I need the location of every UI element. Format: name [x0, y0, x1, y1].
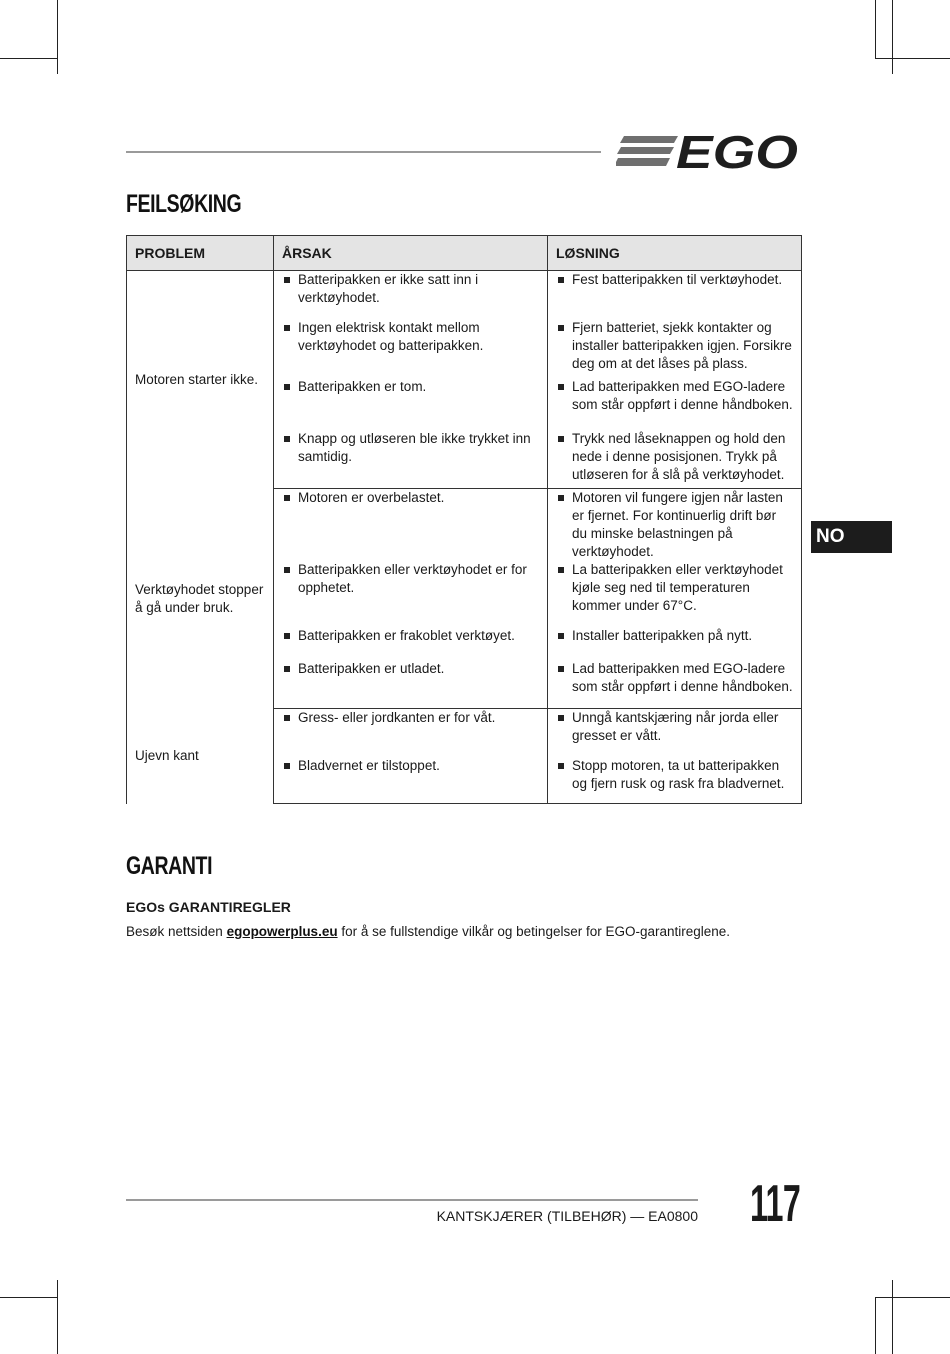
column-header-solution: LØSNING — [548, 236, 802, 271]
solution-item: La batteripakken eller verktøyhodet kjøle seg ned til temperaturen kommer under 67°C. — [548, 561, 801, 615]
crop-mark — [0, 58, 58, 59]
cause-item: Bladvernet er tilstoppet. — [274, 757, 547, 775]
page-number: 117 — [750, 1175, 801, 1233]
crop-mark — [57, 0, 58, 74]
header-rule — [126, 151, 601, 153]
crop-mark — [875, 0, 876, 58]
cause-item: Batteripakken er tom. — [274, 378, 547, 396]
crop-mark — [875, 58, 950, 59]
crop-mark — [892, 0, 893, 74]
troubleshooting-table — [126, 235, 802, 804]
cause-item: Batteripakken eller verktøyhodet er for opphetet. — [274, 561, 547, 597]
solution-item: Motoren vil fungere igjen når lasten er fjernet. For kontinuerlig drift bør du minske belastningen på verktøyhodet. — [548, 489, 801, 561]
warranty-link[interactable]: egopowerplus.eu — [226, 924, 338, 939]
solution-item: Stopp motoren, ta ut batteripakken og fjern rusk og rask fra bladvernet. — [548, 757, 801, 793]
table-row — [127, 489, 802, 562]
warranty-text — [126, 924, 730, 939]
cause-item: Knapp og utløseren ble ikke trykket inn samtidig. — [274, 430, 547, 466]
warranty-text-before: Besøk nettsiden — [126, 924, 227, 939]
solution-item: Trykk ned låseknappen og hold den nede i denne posisjonen. Trykk på utløseren for å slå på verktøyhodet. — [548, 430, 801, 484]
solution-item: Lad batteripakken med EGO-ladere som står oppført i denne håndboken. — [548, 660, 801, 696]
solution-item: Fjern batteriet, sjekk kontakter og installer batteripakken igjen. Forsikre deg om at det låses på plass. — [548, 319, 801, 373]
column-header-cause: ÅRSAK — [274, 236, 548, 271]
footer-rule — [126, 1199, 698, 1201]
table-row — [127, 271, 802, 320]
solution-item: Lad batteripakken med EGO-ladere som står oppført i denne håndboken. — [548, 378, 801, 414]
ego-logo — [616, 128, 802, 174]
problem-cell: Ujevn kant — [127, 709, 274, 804]
problem-cell: Verktøyhodet stopper å gå under bruk. — [127, 489, 274, 709]
warranty-text-after: for å se fullstendige vilkår og betingelser for EGO-garantireglene. — [337, 924, 731, 939]
crop-mark — [875, 1297, 876, 1354]
cause-item: Gress- eller jordkanten er for våt. — [274, 709, 547, 727]
logo-text: EGO — [676, 128, 799, 174]
crop-mark — [892, 1280, 893, 1354]
footer-product: KANTSKJÆRER (TILBEHØR) — EA0800 — [436, 1208, 698, 1224]
column-header-problem: PROBLEM — [127, 236, 274, 271]
problem-cell: Motoren starter ikke. — [127, 271, 274, 489]
language-tab: NO — [811, 521, 892, 553]
solution-item: Installer batteripakken på nytt. — [548, 627, 801, 645]
crop-mark — [875, 1297, 950, 1298]
crop-mark — [57, 1280, 58, 1354]
crop-mark — [0, 1297, 58, 1298]
warranty-subtitle: EGOs GARANTIREGLER — [126, 899, 291, 915]
table-row — [127, 709, 802, 758]
cause-item: Batteripakken er utladet. — [274, 660, 547, 678]
troubleshooting-title: FEILSØKING — [126, 190, 242, 218]
warranty-title: GARANTI — [126, 852, 213, 880]
cause-item: Motoren er overbelastet. — [274, 489, 547, 507]
cause-item: Batteripakken er ikke satt inn i verktøyhodet. — [274, 271, 547, 307]
solution-item: Unngå kantskjæring når jorda eller gresset er vått. — [548, 709, 801, 745]
cause-item: Batteripakken er frakoblet verktøyet. — [274, 627, 547, 645]
solution-item: Fest batteripakken til verktøyhodet. — [548, 271, 801, 289]
cause-item: Ingen elektrisk kontakt mellom verktøyhodet og batteripakken. — [274, 319, 547, 355]
